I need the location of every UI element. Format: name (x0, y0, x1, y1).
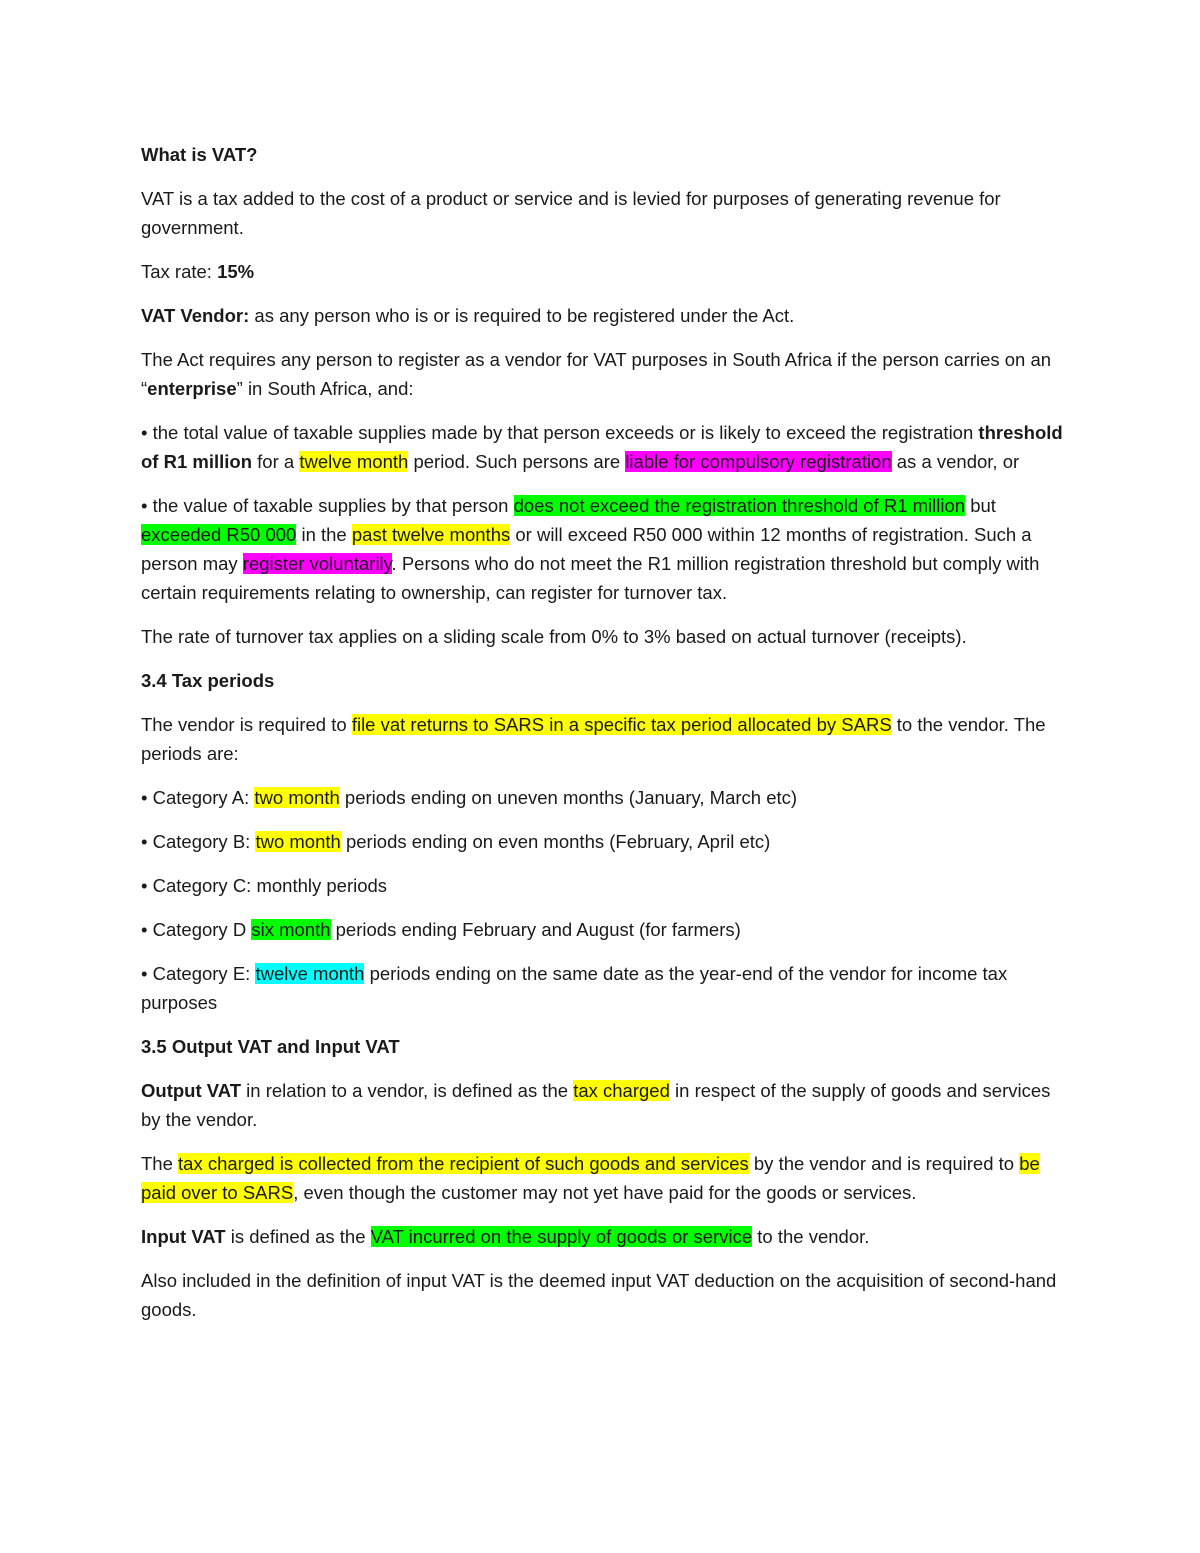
paragraph (141, 1076, 1071, 1134)
highlighted-text: VAT incurred on the supply of goods or service (370, 1226, 753, 1247)
bold-text: 3.5 Output VAT and Input VAT (141, 1036, 400, 1057)
highlighted-text: tax charged is collected from the recipient of such goods and services (178, 1153, 749, 1174)
paragraph (141, 1266, 1071, 1324)
paragraph (141, 345, 1071, 403)
paragraph (141, 710, 1071, 768)
text-run: periods ending on uneven months (January, March etc) (339, 787, 798, 808)
text-run: Also included in the definition of input VAT is the deemed input VAT deduction on the acquisition of second-hand goods. (141, 1270, 1057, 1320)
text-run: to the vendor. (752, 1226, 870, 1247)
text-run: The rate of turnover tax applies on a sliding scale from 0% to 3% based on actual turnover (receipts). (141, 626, 967, 647)
paragraph (141, 827, 1071, 856)
text-run: The (141, 1153, 179, 1174)
text-run: is defined as the (225, 1226, 371, 1247)
highlighted-text: be paid over to SARS (141, 1153, 1040, 1203)
text-run: by the vendor and is required to (748, 1153, 1020, 1174)
paragraph (141, 301, 1071, 330)
text-run: • Category E: (141, 963, 256, 984)
paragraph (141, 666, 1071, 695)
highlighted-text: six month (251, 919, 331, 940)
text-run: The Act requires any person to register as a vendor for VAT purposes in South Africa if the person carries on an “ (141, 349, 1052, 399)
paragraph (141, 257, 1071, 286)
highlighted-text: twelve month (299, 451, 409, 472)
text-run: • Category B: (141, 831, 256, 852)
text-run: The vendor is required to (141, 714, 352, 735)
text-run: in relation to a vendor, is defined as the (241, 1080, 574, 1101)
bold-text: threshold of R1 million (141, 422, 1063, 472)
paragraph (141, 140, 1071, 169)
text-run: periods ending on the same date as the year-end of the vendor for income tax purposes (141, 963, 1008, 1013)
highlighted-text: liable for compulsory registration (625, 451, 892, 472)
text-run: • Category A: (141, 787, 255, 808)
text-run: • Category D (141, 919, 252, 940)
paragraph (141, 959, 1071, 1017)
paragraph (141, 622, 1071, 651)
highlighted-text: register voluntarily (242, 553, 392, 574)
paragraph (141, 1149, 1071, 1207)
text-run: or will exceed R50 000 within 12 months of registration. Such a person may (141, 524, 1032, 574)
text-run: in the (296, 524, 352, 545)
bold-text: 15% (217, 261, 255, 282)
text-run: periods ending February and August (for farmers) (330, 919, 741, 940)
text-run: ” in South Africa, and: (236, 378, 414, 399)
paragraph (141, 1222, 1071, 1251)
bold-text: What is VAT? (141, 144, 258, 165)
text-run: to the vendor. The periods are: (141, 714, 1046, 764)
text-run: but (965, 495, 996, 516)
text-run: . Persons who do not meet the R1 million registration threshold but comply with certain requirements relating to ownership, can register for turnover tax. (141, 553, 1040, 603)
text-run: • Category C: monthly periods (141, 875, 388, 896)
highlighted-text: past twelve months (351, 524, 511, 545)
text-run: Tax rate: (141, 261, 218, 282)
highlighted-text: file vat returns to SARS in a specific tax period allocated by SARS (351, 714, 892, 735)
paragraph (141, 1032, 1071, 1061)
bold-text: VAT Vendor: (141, 305, 250, 326)
bold-text: enterprise (147, 378, 237, 399)
paragraph (141, 783, 1071, 812)
highlighted-text: two month (255, 831, 341, 852)
text-run: , even though the customer may not yet have paid for the goods or services. (293, 1182, 917, 1203)
text-run: periods ending on even months (February, April etc) (340, 831, 771, 852)
highlighted-text: twelve month (255, 963, 365, 984)
text-run: in respect of the supply of goods and services by the vendor. (141, 1080, 1051, 1130)
paragraph (141, 491, 1071, 607)
highlighted-text: tax charged (573, 1080, 670, 1101)
text-run: as any person who is or is required to be registered under the Act. (249, 305, 795, 326)
highlighted-text: exceeded R50 000 (141, 524, 297, 545)
paragraph (141, 915, 1071, 944)
highlighted-text: does not exceed the registration threshold of R1 million (513, 495, 966, 516)
text-run: • the value of taxable supplies by that person (141, 495, 514, 516)
text-run: period. Such persons are (408, 451, 626, 472)
paragraph (141, 871, 1071, 900)
text-run: • the total value of taxable supplies made by that person exceeds or is likely to exceed the registration (141, 422, 979, 443)
paragraph (141, 184, 1071, 242)
document-page (141, 140, 1071, 1339)
highlighted-text: two month (254, 787, 340, 808)
text-run: for a (252, 451, 300, 472)
bold-text: 3.4 Tax periods (141, 670, 275, 691)
text-run: as a vendor, or (891, 451, 1020, 472)
bold-text: Output VAT (141, 1080, 242, 1101)
paragraph (141, 418, 1071, 476)
text-run: VAT is a tax added to the cost of a product or service and is levied for purposes of generating revenue for government. (141, 188, 1001, 238)
bold-text: Input VAT (141, 1226, 226, 1247)
